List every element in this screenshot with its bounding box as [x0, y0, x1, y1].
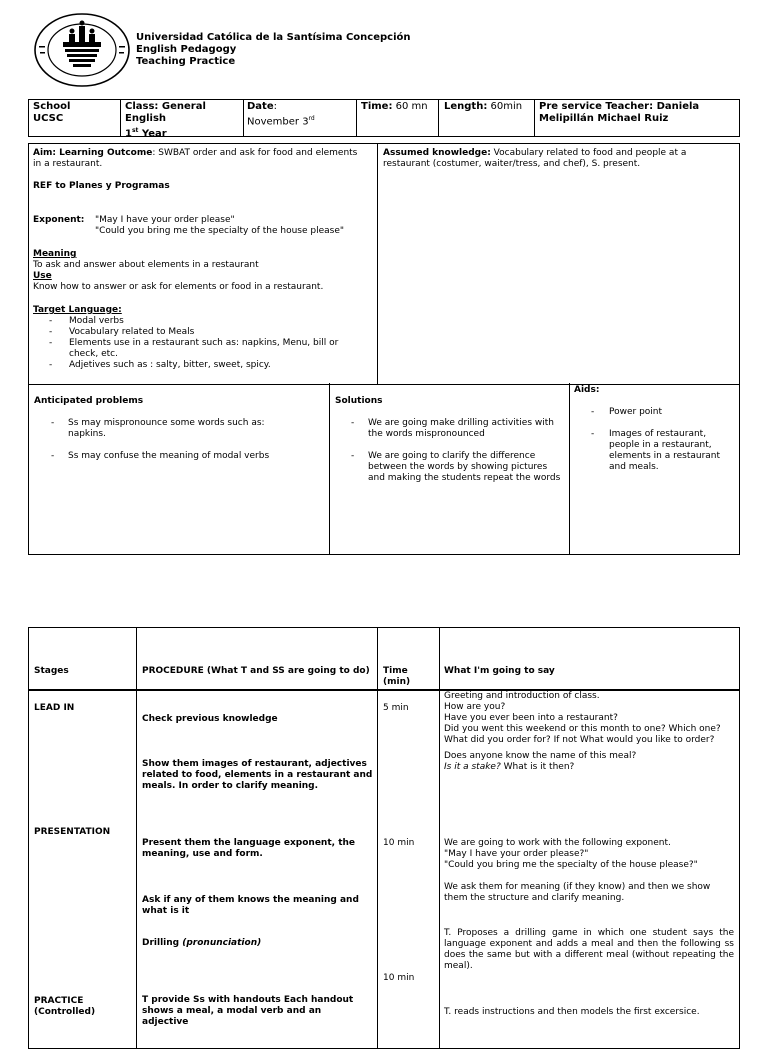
meaning-label: Meaning [33, 249, 77, 259]
say-line: What did you order for? If not What would you like to order? [444, 735, 715, 745]
say-line: Does anyone know the name of this meal? [444, 751, 637, 761]
stage-presentation: PRESENTATION [34, 827, 111, 837]
say-line: Greeting and introduction of class. [444, 691, 600, 701]
anticipated-item: - Ss may mispronounce some words such as: napkins. [51, 418, 265, 439]
course-name: Teaching Practice [136, 56, 236, 67]
exponent-2: "Could you bring me the specialty of the house please" [95, 226, 345, 236]
solutions-label: Solutions [335, 396, 383, 406]
program-name: English Pedagogy [136, 44, 237, 55]
col-say: What I'm going to say [444, 666, 555, 676]
info-row [28, 99, 740, 140]
time-value: 60 mn [395, 101, 428, 112]
assumed-section [383, 148, 723, 170]
solution-item: - We are going to clarify the difference between the words by showing pictures and making the students repeat the words [351, 451, 561, 483]
target-item: - Adjetives such as : salty, bitter, sweet, spicy. [49, 360, 271, 370]
lead-in-say [444, 691, 734, 773]
target-item: - Vocabulary related to Meals [49, 327, 195, 337]
ref-label: REF to Planes y Programas [33, 181, 170, 191]
class-label: Class: General English [125, 101, 206, 124]
anticipated-item: - Ss may confuse the meaning of modal verbs [51, 451, 270, 461]
meaning-section [33, 249, 368, 293]
school-value: UCSC [33, 113, 64, 124]
say-line: How are you? [444, 702, 506, 712]
stage-lead-in: LEAD IN [34, 703, 75, 713]
col-procedure: PROCEDURE (What T and SS are going to do) [142, 666, 370, 676]
time-label: Time: [361, 101, 393, 112]
say-line: We are going to work with the following exponent. [444, 838, 671, 848]
meaning-text: To ask and answer about elements in a restaurant [33, 260, 259, 270]
date-value: November 3rd [247, 115, 315, 128]
target-list [49, 316, 364, 371]
exponent-1: "May I have your order please" [95, 215, 235, 225]
aids-list [591, 407, 731, 473]
aid-item: - Power point [591, 407, 663, 417]
length-label: Length: [444, 101, 488, 112]
length-value: 60min [490, 101, 523, 112]
say-line: Have you ever been into a restaurant? [444, 713, 618, 723]
problems-box [28, 383, 740, 555]
anticipated-label: Anticipated problems [34, 396, 144, 406]
presentation-say [444, 838, 734, 871]
ask-meaning: Ask if any of them knows the meaning and what is it [142, 895, 359, 916]
length-cell [444, 101, 522, 113]
target-item: - Elements use in a restaurant such as: napkins, Menu, bill or check, etc. [49, 338, 339, 359]
use-label: Use [33, 271, 52, 281]
drilling: Drilling (pronunciation) [142, 938, 262, 948]
exponent-section [33, 215, 84, 226]
aim-label: Aim: Learning Outcome [33, 148, 153, 158]
time-lead-in: 5 min [383, 703, 409, 713]
assumed-text: Vocabulary related to food and people at a restaurant (costumer, waiter/tress, and chef), S. present. [383, 148, 687, 169]
col-time: Time (min) [383, 666, 411, 687]
assumed-label: Assumed knowledge: [383, 148, 491, 158]
target-item: - Modal verbs [49, 316, 124, 326]
aim-section [33, 148, 368, 170]
practice-say: T. reads instructions and then models the first excersice. [444, 1007, 700, 1017]
say-line: Is it a stake? What is it then? [444, 762, 575, 772]
target-label: Target Language: [33, 305, 122, 315]
exponent-label: Exponent: [33, 215, 85, 225]
time-practice: 10 min [383, 973, 415, 983]
class-year: 1st Year [125, 127, 167, 140]
university-seal [33, 12, 131, 88]
class-cell [125, 101, 217, 140]
date-label: Date [247, 101, 274, 112]
procedure-table [28, 627, 740, 1049]
aid-item: - Images of restaurant, people in a restaurant, elements in a restaurant and meals. [591, 429, 721, 472]
aim-text: : SWBAT order and ask for food and elements in a restaurant. [33, 148, 358, 169]
date-cell: Date: November 3rd [247, 101, 315, 128]
say-line: "May I have your order please?" [444, 849, 589, 859]
school-label: School [33, 101, 71, 112]
university-name: Universidad Católica de la Santísima Concepción [136, 32, 411, 43]
show-images: Show them images of restaurant, adjectives related to food, elements in a restaurant and meals. In order to clarify meaning. [142, 759, 373, 791]
solution-item: - We are going make drilling activities with the words mispronounced [351, 418, 554, 439]
ask-say: We ask them for meaning (if they know) and then we show them the structure and clarify meaning. [444, 882, 711, 903]
use-text: Know how to answer or ask for elements or food in a restaurant. [33, 282, 324, 292]
plan-box [28, 143, 740, 385]
teacher-cell: Pre service Teacher: Daniela Melipillán Michael Ruiz [539, 101, 700, 124]
say-line: "Could you bring me the specialty of the house please?" [444, 860, 698, 870]
school-cell [33, 101, 70, 125]
document-header [136, 32, 411, 68]
anticipated-list [51, 418, 301, 462]
present-exponent: Present them the language exponent, the meaning, use and form. [142, 838, 356, 859]
time-presentation: 10 min [383, 838, 415, 848]
check-previous: Check previous knowledge [142, 714, 278, 724]
stage-practice: PRACTICE (Controlled) [34, 996, 96, 1017]
aids-label: Aids: [574, 385, 600, 395]
col-stages: Stages [34, 666, 69, 676]
drill-say: T. Proposes a drilling game in which one student says the language exponent and adds a meal and then the following ss does the same but with a different meal (without repeating the meal). [444, 928, 734, 971]
solutions-list [351, 418, 561, 484]
practice-procedure: T provide Ss with handouts Each handout shows a meal, a modal verb and an adjective [142, 995, 354, 1027]
time-cell [361, 101, 428, 113]
say-line: Did you went this weekend or this month to one? Which one? [444, 724, 721, 734]
